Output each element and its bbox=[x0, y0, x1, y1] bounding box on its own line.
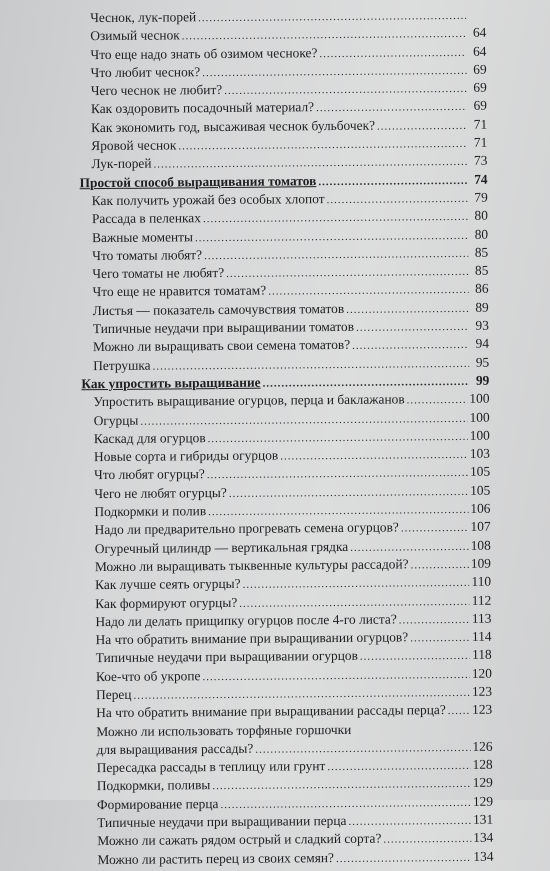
dot-leader bbox=[229, 483, 469, 503]
toc-entry bbox=[79, 79, 487, 101]
toc-page-number: 120 bbox=[472, 664, 492, 682]
toc-entry bbox=[83, 518, 491, 540]
toc-page-number: 100 bbox=[469, 390, 489, 408]
toc-entry-title: Перец bbox=[96, 686, 132, 705]
toc-page-number: 108 bbox=[471, 536, 491, 554]
toc-entry bbox=[84, 646, 492, 668]
toc-entry-title: Можно ли растить перец из своих семян? bbox=[97, 849, 334, 869]
toc-entry bbox=[85, 829, 493, 851]
toc-entry-title: Что любит чеснок? bbox=[91, 63, 201, 82]
toc-entry-title: Важные моменты bbox=[92, 228, 193, 247]
toc-entry-title: Как упростить выращивание bbox=[81, 374, 260, 394]
toc-entry-title: Простой способ выращивания томатов bbox=[80, 172, 317, 192]
toc-entry bbox=[81, 353, 489, 375]
dot-leader bbox=[182, 25, 467, 46]
toc-entry-title: Надо ли предварительно прогревать семена огурцов? bbox=[95, 519, 399, 540]
dot-leader bbox=[448, 702, 471, 720]
toc-entry-title: Пересадка рассады в теплицу или грунт bbox=[97, 757, 326, 777]
toc-entry-title: Можно ли выращивать тыквенные культуры рассадой? bbox=[95, 555, 409, 576]
dot-leader bbox=[383, 830, 471, 849]
toc-page-number: 126 bbox=[472, 738, 492, 756]
toc-entry bbox=[84, 664, 492, 686]
toc-entry bbox=[85, 774, 493, 796]
toc-entry-title: Чеснок, лук-порей bbox=[90, 8, 196, 27]
dot-leader bbox=[239, 592, 470, 612]
toc-entry-title: Кое-что об укропе bbox=[96, 667, 201, 686]
toc-entry bbox=[78, 24, 486, 46]
dot-leader bbox=[280, 446, 468, 466]
dot-leader bbox=[360, 647, 470, 666]
dot-leader bbox=[348, 812, 471, 831]
toc-entry bbox=[83, 573, 491, 595]
toc-entry-title: Новые сорта и гибриды огурцов bbox=[94, 447, 278, 467]
dot-leader bbox=[350, 537, 469, 556]
dot-leader bbox=[226, 263, 468, 283]
toc-page-number: 71 bbox=[469, 134, 487, 152]
toc-entry-title: Петрушка bbox=[93, 356, 151, 375]
toc-entry bbox=[84, 628, 492, 650]
toc-page-number: 113 bbox=[472, 609, 492, 627]
toc-page-number: 110 bbox=[471, 573, 491, 591]
toc-entry-title: Типичные неудачи при выращивании томатов bbox=[93, 318, 354, 339]
toc-entry-title: Чего чеснок не любит? bbox=[91, 81, 223, 100]
dot-leader bbox=[224, 80, 467, 100]
toc-page-number: 129 bbox=[473, 774, 493, 792]
toc-entry-title: Можно ли использовать торфяные горшочки bbox=[96, 720, 351, 741]
toc-page-number: 123 bbox=[472, 683, 492, 701]
toc-entry bbox=[85, 792, 493, 814]
toc-page-number: 73 bbox=[469, 152, 487, 170]
toc-page-number: 118 bbox=[472, 646, 492, 664]
toc-page-number: 112 bbox=[472, 591, 492, 609]
toc-entry-title: Типичные неудачи при выращивании перца bbox=[97, 812, 346, 832]
toc-entry bbox=[85, 756, 493, 778]
dot-leader bbox=[263, 373, 470, 393]
toc-entry bbox=[80, 225, 488, 247]
toc-entry bbox=[81, 335, 489, 357]
toc-page-number: 105 bbox=[470, 463, 490, 481]
toc-page-number: 71 bbox=[469, 115, 487, 133]
toc-page-number: 129 bbox=[473, 792, 493, 810]
toc-section-heading bbox=[81, 372, 489, 394]
toc-entry bbox=[84, 701, 492, 723]
dot-leader bbox=[208, 428, 468, 449]
toc-page-number: 106 bbox=[470, 500, 490, 518]
dot-leader bbox=[346, 300, 469, 319]
toc-entry bbox=[82, 500, 490, 522]
toc-page-number: 128 bbox=[473, 756, 493, 774]
toc-entry-title: На что обратить внимание при выращивании рассады перца? bbox=[96, 701, 446, 722]
toc-entry bbox=[81, 317, 489, 339]
toc-page-number: 64 bbox=[468, 24, 486, 42]
toc-page-number: 89 bbox=[471, 298, 489, 316]
dot-leader bbox=[204, 245, 468, 266]
toc-entry bbox=[82, 426, 490, 448]
toc-entry-title: Как экономить год, высаживая чеснок бульбочек? bbox=[91, 116, 375, 137]
toc-entry bbox=[80, 244, 488, 266]
dot-leader bbox=[399, 611, 470, 630]
toc-entry bbox=[83, 536, 491, 558]
toc-entry bbox=[78, 42, 486, 64]
dot-leader bbox=[410, 556, 468, 575]
toc-entry-title: Можно ли сажать рядом острый и сладкий сорта? bbox=[97, 830, 381, 851]
dot-leader bbox=[352, 336, 469, 355]
toc-entry bbox=[82, 463, 490, 485]
toc-entry bbox=[79, 115, 487, 137]
toc-page-number: 85 bbox=[470, 262, 488, 280]
toc-entry-title: Надо ли делать прищипку огурцов после 4-го листа? bbox=[95, 610, 396, 631]
toc-entry bbox=[79, 152, 487, 174]
toc-entry-title: Что любят огурцы? bbox=[94, 466, 205, 485]
toc-entry bbox=[82, 408, 490, 430]
toc-entry bbox=[82, 481, 490, 503]
toc-entry bbox=[83, 591, 491, 613]
dot-leader bbox=[407, 391, 468, 410]
dot-leader bbox=[242, 574, 469, 594]
dot-leader bbox=[377, 117, 467, 136]
toc-entry-title: Озимый чеснок bbox=[90, 27, 180, 46]
toc-page-number: 100 bbox=[469, 408, 489, 426]
toc-entry bbox=[83, 555, 491, 577]
dot-leader bbox=[318, 172, 467, 192]
toc-entry-title: Рассада в пеленках bbox=[92, 209, 201, 228]
toc-entry bbox=[84, 738, 492, 760]
toc-entry-title: Листья — показатель самочувствия томатов bbox=[93, 300, 345, 320]
dot-leader bbox=[356, 318, 469, 337]
toc-page-number: 69 bbox=[469, 61, 487, 79]
toc-entry bbox=[78, 6, 486, 28]
toc-entry bbox=[83, 609, 491, 631]
dot-leader bbox=[401, 519, 469, 538]
toc-entry-title: На что обратить внимание при выращивании огурцов? bbox=[96, 628, 409, 649]
toc-page-number: 107 bbox=[470, 518, 490, 536]
dot-leader bbox=[202, 666, 470, 687]
dot-leader bbox=[316, 98, 467, 118]
toc-entry bbox=[80, 207, 488, 229]
toc-page-number: 86 bbox=[470, 280, 488, 298]
toc-page-number: 100 bbox=[470, 426, 490, 444]
dot-leader bbox=[319, 43, 466, 63]
toc-page-number: 85 bbox=[470, 244, 488, 262]
toc-page-number: 93 bbox=[471, 317, 489, 335]
toc-page-number: 99 bbox=[471, 372, 489, 390]
toc-entry-title: Что еще надо знать об озимом чесноке? bbox=[90, 44, 317, 64]
toc-entry-title: Чего не любят огурцы? bbox=[94, 484, 227, 503]
toc-entry bbox=[79, 134, 487, 156]
dot-leader bbox=[410, 629, 470, 648]
toc-entry-title: Формирование перца bbox=[97, 795, 219, 814]
toc-entry-title: Лук-порей bbox=[91, 155, 151, 174]
toc-entry bbox=[85, 847, 493, 869]
toc-entry bbox=[79, 61, 487, 83]
toc-entry-title: Как получить урожай без особых хлопот bbox=[92, 190, 325, 210]
toc-page-number: 131 bbox=[473, 811, 493, 829]
toc-entry-title: Можно ли выращивать свои семена томатов? bbox=[93, 336, 350, 357]
toc-entry bbox=[81, 390, 489, 412]
toc-entry bbox=[85, 811, 493, 833]
toc-page-number: 94 bbox=[471, 335, 489, 353]
dot-leader bbox=[202, 62, 467, 83]
toc-entry bbox=[80, 262, 488, 284]
toc-page-number: 134 bbox=[473, 847, 493, 865]
toc-page-number: 69 bbox=[469, 79, 487, 97]
dot-leader bbox=[207, 464, 468, 485]
toc-entry-title: Как оздоровить посадочный материал? bbox=[91, 99, 314, 119]
toc-entry-title: Что томаты любят? bbox=[92, 246, 202, 265]
toc-page-number: 69 bbox=[469, 97, 487, 115]
dot-leader bbox=[326, 190, 467, 210]
toc-page-number: 105 bbox=[470, 481, 490, 499]
dot-leader bbox=[198, 7, 466, 28]
toc-page-number: 103 bbox=[470, 445, 490, 463]
toc-entry-title: Как формируют огурцы? bbox=[95, 593, 237, 613]
toc-page-number: 95 bbox=[471, 353, 489, 371]
toc-entry-title: Как лучше сеять огурцы? bbox=[95, 575, 241, 595]
toc-page-number: 123 bbox=[472, 701, 492, 719]
toc-entry-title: Яровой чеснок bbox=[91, 136, 176, 155]
toc-entry-title: Чего томаты не любят? bbox=[92, 264, 224, 283]
toc-entry-title: Упростить выращивание огурцов, перца и баклажанов bbox=[93, 391, 404, 412]
toc-entry-title: Что еще не нравится томатам? bbox=[92, 282, 266, 302]
table-of-contents bbox=[78, 6, 493, 869]
toc-entry bbox=[79, 97, 487, 119]
toc-entry-title: Подкормки, поливы bbox=[97, 777, 211, 796]
toc-entry bbox=[80, 189, 488, 211]
toc-entry bbox=[81, 298, 489, 320]
toc-entry-title: Каскад для огурцов bbox=[94, 429, 206, 448]
toc-entry bbox=[80, 280, 488, 302]
toc-page-number: 79 bbox=[470, 189, 488, 207]
toc-entry-title: Типичные неудачи при выращивании огурцов bbox=[96, 647, 358, 668]
dot-leader bbox=[268, 281, 468, 301]
toc-page-number: 64 bbox=[468, 42, 486, 60]
dot-leader bbox=[212, 775, 471, 796]
dot-leader bbox=[195, 226, 468, 247]
toc-section-heading bbox=[80, 170, 488, 192]
toc-page-number: 109 bbox=[471, 555, 491, 573]
dot-leader bbox=[255, 739, 470, 759]
dot-leader bbox=[327, 757, 470, 777]
toc-entry-title: Подкормки и полив bbox=[94, 502, 206, 521]
dot-leader bbox=[336, 848, 472, 867]
toc-page-number: 80 bbox=[470, 207, 488, 225]
toc-page-number: 114 bbox=[472, 628, 492, 646]
toc-entry-title: для выращивания рассады? bbox=[96, 740, 253, 760]
toc-entry bbox=[82, 445, 490, 467]
dot-leader bbox=[203, 208, 468, 229]
toc-entry-title: Огурцы bbox=[94, 411, 139, 430]
toc-entry-title: Огуречный цилиндр — вертикальная грядка bbox=[95, 538, 349, 559]
toc-page-number: 74 bbox=[469, 170, 487, 188]
toc-page-number: 134 bbox=[473, 829, 493, 847]
toc-page-number: 80 bbox=[470, 225, 488, 243]
